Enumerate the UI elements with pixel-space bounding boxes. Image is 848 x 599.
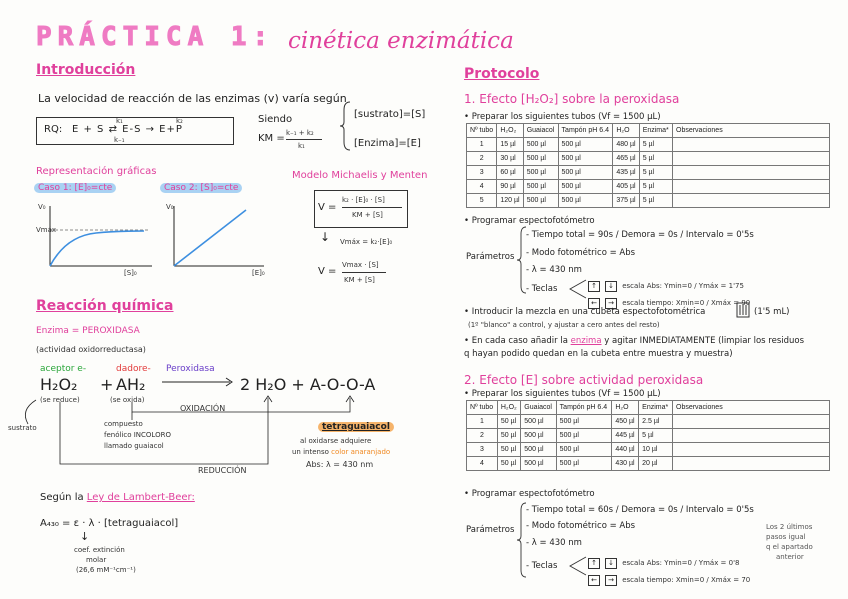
table-cell: 500 µl [556, 415, 612, 429]
km-fraction-bar [286, 139, 322, 140]
table-row [467, 194, 830, 208]
column-header: Guaiacol [521, 401, 556, 415]
table-cell: 1 [467, 415, 498, 429]
k-1-label: k₋₁ [114, 136, 125, 144]
table-cell: 4 [467, 180, 497, 194]
table-cell: 500 µl [523, 166, 558, 180]
table-cell: 50 µl [497, 443, 520, 457]
tetraguaiacol-label: tetraguaiacol [318, 422, 394, 432]
column-header: Observaciones [673, 401, 830, 415]
each-case-enzyme: enzima [570, 336, 602, 346]
table-cell: 430 µl [612, 457, 639, 471]
table-cell: 15 µl [497, 138, 523, 152]
table-cell: 435 µl [613, 166, 639, 180]
table-header-row [467, 124, 830, 138]
table-cell: 500 µl [558, 152, 613, 166]
table-cell: 465 µl [613, 152, 639, 166]
graph-case1 [36, 200, 156, 280]
table-cell: 500 µl [558, 138, 613, 152]
table-cell: 500 µl [521, 457, 556, 471]
peroxidase-label: Peroxidasa [166, 364, 215, 374]
acceptor-label: aceptor e- [40, 364, 87, 374]
beer-arrow-icon: ↓ [80, 530, 90, 543]
table-cell: 500 µl [558, 180, 613, 194]
keys1-abs-scale: escala Abs: Ymin=0 / Ymáx = 1'75 [622, 282, 744, 290]
column-header: Enzima* [639, 401, 673, 415]
keys1-brace [566, 278, 588, 300]
params2-mode: - Modo fotométrico = Abs [526, 521, 636, 531]
column-header: H₂O [613, 124, 639, 138]
mm2-denominator: KM + [S] [344, 276, 375, 284]
column-header: Observaciones [673, 124, 830, 138]
mm2-lhs: V = [318, 266, 337, 277]
cuvette-icon [736, 302, 750, 318]
coef-line1: coef. extinción [74, 546, 125, 554]
table-cell [673, 415, 830, 429]
table-cell: 440 µl [612, 443, 639, 457]
table-row [467, 443, 830, 457]
table-cell: 5 [467, 194, 497, 208]
h2o2-formula: H₂O₂ [40, 375, 78, 394]
table-cell: 3 [467, 166, 497, 180]
mm-fraction-bar [342, 207, 402, 208]
params1-label: Parámetros [466, 252, 515, 262]
params2-time: - Tiempo total = 60s / Demora = 0s / Intervalo = 0'5s [526, 505, 754, 515]
graph-case2 [160, 200, 280, 280]
k2-label: k₂ [176, 117, 183, 125]
params1-keys: - Teclas [526, 284, 558, 294]
keys2-row-time [588, 567, 750, 586]
arrow-down-icon: ↓ [320, 230, 331, 244]
beer-equation: A₄₃₀ = ε · λ · [tetraguaiacol] [40, 518, 179, 529]
key-up-icon[interactable]: ↑ [588, 281, 600, 292]
column-header: H₂O [612, 401, 639, 415]
params2-keys: - Teclas [526, 561, 558, 571]
keys2-abs-scale: escala Abs: Ymin=0 / Ymáx = 0'8 [622, 559, 740, 567]
reaction-arrow [160, 374, 236, 390]
tetra-line2-a: un intenso [292, 448, 332, 456]
table-row [467, 415, 830, 429]
column-header: Enzima* [639, 124, 672, 138]
sustrato-label: sustrato [8, 424, 37, 432]
section1-heading: 1. Efecto [H₂O₂] sobre la peroxidasa [464, 92, 680, 106]
table-cell: 375 µl [613, 194, 639, 208]
table-cell: 5 µl [639, 194, 672, 208]
table-h2o2 [466, 123, 830, 208]
table-cell: 2 [467, 152, 497, 166]
table-cell: 450 µl [612, 415, 639, 429]
page-title: PRÁCTICA 1: [36, 22, 275, 52]
page-subtitle: cinética enzimática [288, 28, 514, 54]
table-cell [673, 443, 830, 457]
table-cell: 2 [467, 429, 498, 443]
rq-label: RQ: [44, 124, 63, 135]
mm-denominator: KM + [S] [352, 211, 383, 219]
graph1-x-label: [S]₀ [124, 269, 137, 277]
key-left-icon[interactable]: ← [588, 298, 600, 309]
intro-heading: Introducción [36, 62, 136, 78]
table-row [467, 152, 830, 166]
section1-prep: • Preparar los siguientes tubos (Vf = 1500 µL) [464, 112, 661, 122]
se-oxida-label: (se oxida) [110, 396, 145, 404]
note-line4: anterior [776, 553, 804, 561]
table-cell: 500 µl [521, 429, 556, 443]
table-cell: 50 µl [497, 415, 520, 429]
enzyme-label: Enzima = PEROXIDASA [36, 326, 140, 336]
factor-brace [340, 100, 352, 152]
key-up-icon[interactable]: ↑ [588, 558, 600, 569]
case1-label: Caso 1: [E]₀=cte [34, 183, 116, 193]
table-cell: 5 µl [639, 180, 672, 194]
cuvette-volume: (1'5 mL) [754, 307, 790, 317]
factor-enzima: [Enzima]=[E] [354, 138, 421, 149]
table-cell [673, 457, 830, 471]
graphs-heading: Representación gráficas [36, 166, 157, 177]
program2-label: • Programar espectofotómetro [464, 489, 595, 499]
table-header-row [467, 401, 830, 415]
mm2-numerator: Vmax · [S] [342, 261, 379, 269]
se-reduce-label: (se reduce) [40, 396, 80, 404]
table-cell: 500 µl [521, 443, 556, 457]
keys1-time-scale: escala tiempo: Xmin=0 / Xmáx = 90 [622, 299, 751, 307]
table-cell: 500 µl [523, 152, 558, 166]
table-cell: 500 µl [556, 457, 612, 471]
note-line3: q el apartado [766, 543, 813, 551]
table-cell [673, 138, 830, 152]
table-cell [673, 429, 830, 443]
abs-wavelength: Abs: λ = 430 nm [306, 460, 374, 469]
key-left-icon[interactable]: ← [588, 575, 600, 586]
vmax-definition: Vmáx = k₂·[E]₀ [340, 238, 393, 246]
each-case-a: • En cada caso añadir la [464, 336, 571, 346]
keys2-time-scale: escala tiempo: Xmin=0 / Xmáx = 70 [622, 576, 751, 584]
table-cell: 20 µl [639, 457, 673, 471]
table-cell: 50 µl [497, 457, 520, 471]
column-header: H₂O₂ [497, 124, 523, 138]
intro-sentence: La velocidad de reacción de las enzimas (v) varía según [38, 92, 347, 105]
km-lhs: KM = [258, 133, 285, 144]
table-cell: 3 [467, 443, 498, 457]
column-header: Nº tubo [467, 124, 497, 138]
activity-label: (actividad oxidorreductasa) [36, 345, 146, 354]
mm-heading: Modelo Michaelis y Menten [292, 170, 428, 181]
note-line1: Los 2 últimos [766, 523, 813, 531]
table-row [467, 138, 830, 152]
table-cell: 500 µl [556, 429, 612, 443]
table-cell: 500 µl [523, 194, 558, 208]
table-cell: 2.5 µl [639, 415, 673, 429]
compound-line3: llamado guaiacol [104, 442, 164, 450]
siendo-label: Siendo [258, 114, 293, 125]
k1-label: k₁ [116, 117, 123, 125]
table-cell: 5 µl [639, 429, 673, 443]
table-cell: 4 [467, 457, 498, 471]
table-cell: 50 µl [497, 429, 520, 443]
products-formula: 2 H₂O + A-O-O-A [240, 375, 376, 394]
table-cell: 5 µl [639, 138, 672, 152]
compound-line1: compuesto [104, 420, 143, 428]
blank-note: (1º "blanco" a control, y ajustar a cero antes del resto) [468, 321, 660, 329]
km-numerator: k₋₁ + k₂ [286, 129, 314, 137]
table-cell: 500 µl [523, 138, 558, 152]
each-case-line2: q hayan podido quedan en la cubeta entre muestra y muestra) [464, 349, 733, 359]
mm-numerator: k₂ · [E]₀ · [S] [342, 196, 385, 204]
table-cell [673, 180, 830, 194]
table-cell: 480 µl [613, 138, 639, 152]
key-right-icon[interactable]: → [605, 575, 617, 586]
table-enzyme [466, 400, 830, 471]
table-cell: 445 µl [612, 429, 639, 443]
tetra-line2 [292, 448, 390, 456]
table-cell: 1 [467, 138, 497, 152]
key-right-icon[interactable]: → [605, 298, 617, 309]
table-cell: 500 µl [523, 180, 558, 194]
rq-equation: E + S ⇄ E-S → E+P [72, 124, 183, 135]
table-cell: 500 µl [558, 166, 613, 180]
key-down-icon[interactable]: ↓ [605, 558, 617, 569]
table-cell: 120 µl [497, 194, 523, 208]
table-cell: 405 µl [613, 180, 639, 194]
ah2-formula: AH₂ [116, 375, 146, 394]
params1-mode: - Modo fotométrico = Abs [526, 248, 636, 258]
table-cell: 5 µl [639, 152, 672, 166]
tetra-line1: al oxidarse adquiere [300, 437, 372, 445]
column-header: Nº tubo [467, 401, 498, 415]
params2-lambda: - λ = 430 nm [526, 538, 582, 548]
table-row [467, 429, 830, 443]
graph1-vmax: Vmáx [36, 226, 57, 234]
compound-line2: fenólico INCOLORO [104, 431, 171, 439]
graph1-y-label: V₀ [38, 203, 46, 211]
plus-sign: + [100, 375, 114, 394]
program1-label: • Programar espectofotómetro [464, 216, 595, 226]
km-denominator: k₁ [298, 142, 305, 150]
graph2-x-label: [E]₀ [252, 269, 265, 277]
coef-line3: (26,6 mM⁻¹cm⁻¹) [76, 566, 136, 574]
donor-label: dadore- [116, 364, 151, 374]
factor-sustrato: [sustrato]=[S] [354, 109, 426, 120]
params1-time: - Tiempo total = 90s / Demora = 0s / Intervalo = 0'5s [526, 230, 754, 240]
case2-label: Caso 2: [S]₀=cte [160, 183, 242, 193]
table-cell [673, 166, 830, 180]
table-cell [673, 194, 830, 208]
table-cell: 500 µl [556, 443, 612, 457]
each-case-b: y agitar INMEDIATAMENTE (limpiar los residuos [601, 336, 805, 346]
table-cell: 60 µl [497, 166, 523, 180]
params1-lambda: - λ = 430 nm [526, 265, 582, 275]
tetra-line2-color: color anaranjado [331, 448, 391, 456]
column-header: H₂O₂ [497, 401, 520, 415]
mm-lhs: V = [318, 202, 337, 213]
intro-mix-text: • Introducir la mezcla en una cubeta espectofotométrica [464, 307, 706, 317]
beer-law: Ley de Lambert-Beer: [86, 492, 195, 503]
column-header: Tampón pH 6.4 [558, 124, 613, 138]
table-cell: 500 µl [558, 194, 613, 208]
key-down-icon[interactable]: ↓ [605, 281, 617, 292]
section2-heading: 2. Efecto [E] sobre actividad peroxidasa [464, 373, 704, 387]
each-case-line1 [464, 336, 804, 346]
table-cell: 30 µl [497, 152, 523, 166]
mm2-fraction-bar [342, 272, 386, 273]
params2-label: Parámetros [466, 525, 515, 535]
table-row [467, 457, 830, 471]
keys2-brace [566, 555, 588, 577]
note-line2: pasos igual [766, 533, 806, 541]
graph2-y-label: V₀ [166, 203, 174, 211]
table-row [467, 180, 830, 194]
table-row [467, 166, 830, 180]
section2-prep: • Preparar los siguientes tubos (Vf = 1500 µL) [464, 389, 661, 399]
table-cell: 5 µl [639, 166, 672, 180]
protocol-heading: Protocolo [464, 66, 540, 82]
column-header: Tampón pH 6.4 [556, 401, 612, 415]
table-cell: 10 µl [639, 443, 673, 457]
table-cell [673, 152, 830, 166]
oxidacion-label: OXIDACIÓN [180, 404, 226, 413]
beer-pre: Según la [40, 492, 87, 503]
table-cell: 90 µl [497, 180, 523, 194]
coef-line2: molar [86, 556, 107, 564]
beer-heading [40, 492, 195, 503]
column-header: Guaiacol [523, 124, 558, 138]
reduccion-label: REDUCCIÓN [198, 466, 247, 475]
table-cell: 500 µl [521, 415, 556, 429]
reaction-heading: Reacción química [36, 298, 174, 314]
